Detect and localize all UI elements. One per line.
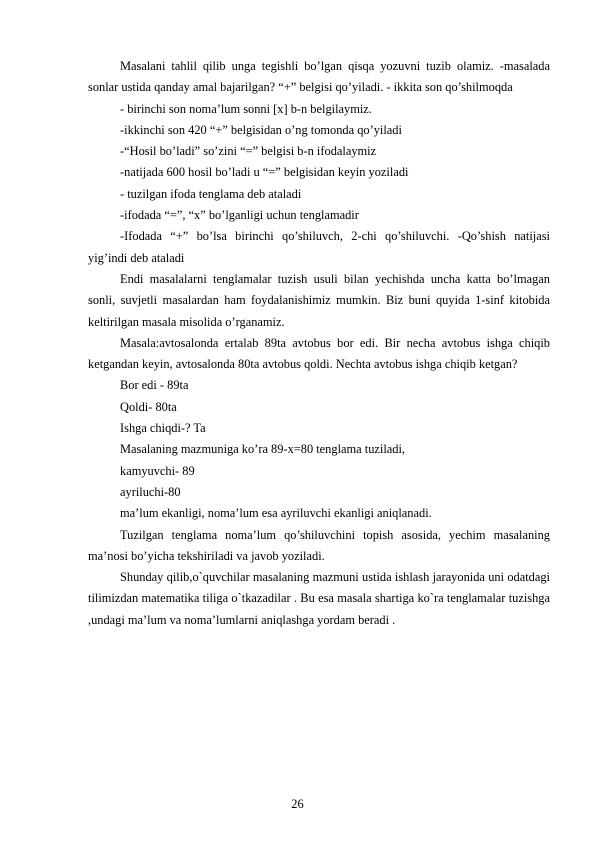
page-number: 26 [291,797,304,811]
paragraph: Shunday qilib,o`quvchilar masalaning mazmuni ustida ishlash jarayonida uni odatdagi tilimizdan matematika tiliga o`tkazadilar . Bu esa masala shartiga ko`ra tenglamalar tuzishga ,undagi ma’lum va noma’lumlarni aniqlashga yordam beradi . [88,570,550,627]
text-line: ayriluchi-80 [120,484,181,499]
text-line: Masalaning mazmuniga ko’ra 89-x=80 tenglama tuziladi, [120,442,406,457]
paragraph: Masalani tahlil qilib unga tegishli bo’lgan qisqa yozuvni tuzib olamiz. -masalada sonlar ustida qanday amal bajarilgan? “+” belgisi qo’yiladi. - ikkita son qo’shilmoqda [88,59,550,95]
text-line: Ishga chiqdi-? Ta [120,421,206,436]
text-line: - birinchi son noma’lum sonni [x] b-n belgilaymiz. [120,101,372,116]
text-line: - tuzilgan ifoda tenglama deb ataladi [120,186,302,201]
paragraph: Tuzilgan tenglama noma’lum qo’shiluvchini topish asosida, yechim masalaning ma’nosi bo’yicha tekshiriladi va javob yoziladi. [88,527,550,563]
text-line: -natijada 600 hosil bo’ladi u “=” belgisidan keyin yoziladi [120,165,409,180]
text-line: -ikkinchi son 420 “+” belgisidan o’ng tomonda qo’yiladi [120,122,402,137]
text-line: -ifodada “=”, “x” bo’lganligi uchun tenglamadir [120,208,359,223]
paragraph: Endi masalalarni tenglamalar tuzish usuli bilan yechishda uncha katta bo’lmagan sonli, suvjetli masalardan ham foydalanishimiz mumkin. Biz buni quyida 1-sinf kitobida keltirilgan masala misolida o’rganamiz. [88,271,550,329]
text-line: -“Hosil bo’ladi” so’zini “=” belgisi b-n ifodalaymiz [120,144,377,159]
text-line: Qoldi- 80ta [120,399,177,414]
text-line: ma’lum ekanligi, noma’lum esa ayriluvchi ekanligi aniqlanadi. [120,506,432,521]
page-body [88,56,550,631]
paragraph: -Ifodada “+” bo’lsa birinchi qo’shiluvch, 2-chi qo’shiluvchi. -Qo’shish natijasi yig’indi deb ataladi [88,229,550,265]
problem-paragraph: Masala:avtosalonda ertalab 89ta avtobus bor edi. Bir necha avtobus ishga chiqib ketgandan keyin, avtosalonda 80ta avtobus qoldi. Nechta avtobus ishga chiqib ketgan? [88,335,550,372]
text-line: Bor edi - 89ta [120,378,189,393]
text-line: kamyuvchi- 89 [120,463,195,478]
